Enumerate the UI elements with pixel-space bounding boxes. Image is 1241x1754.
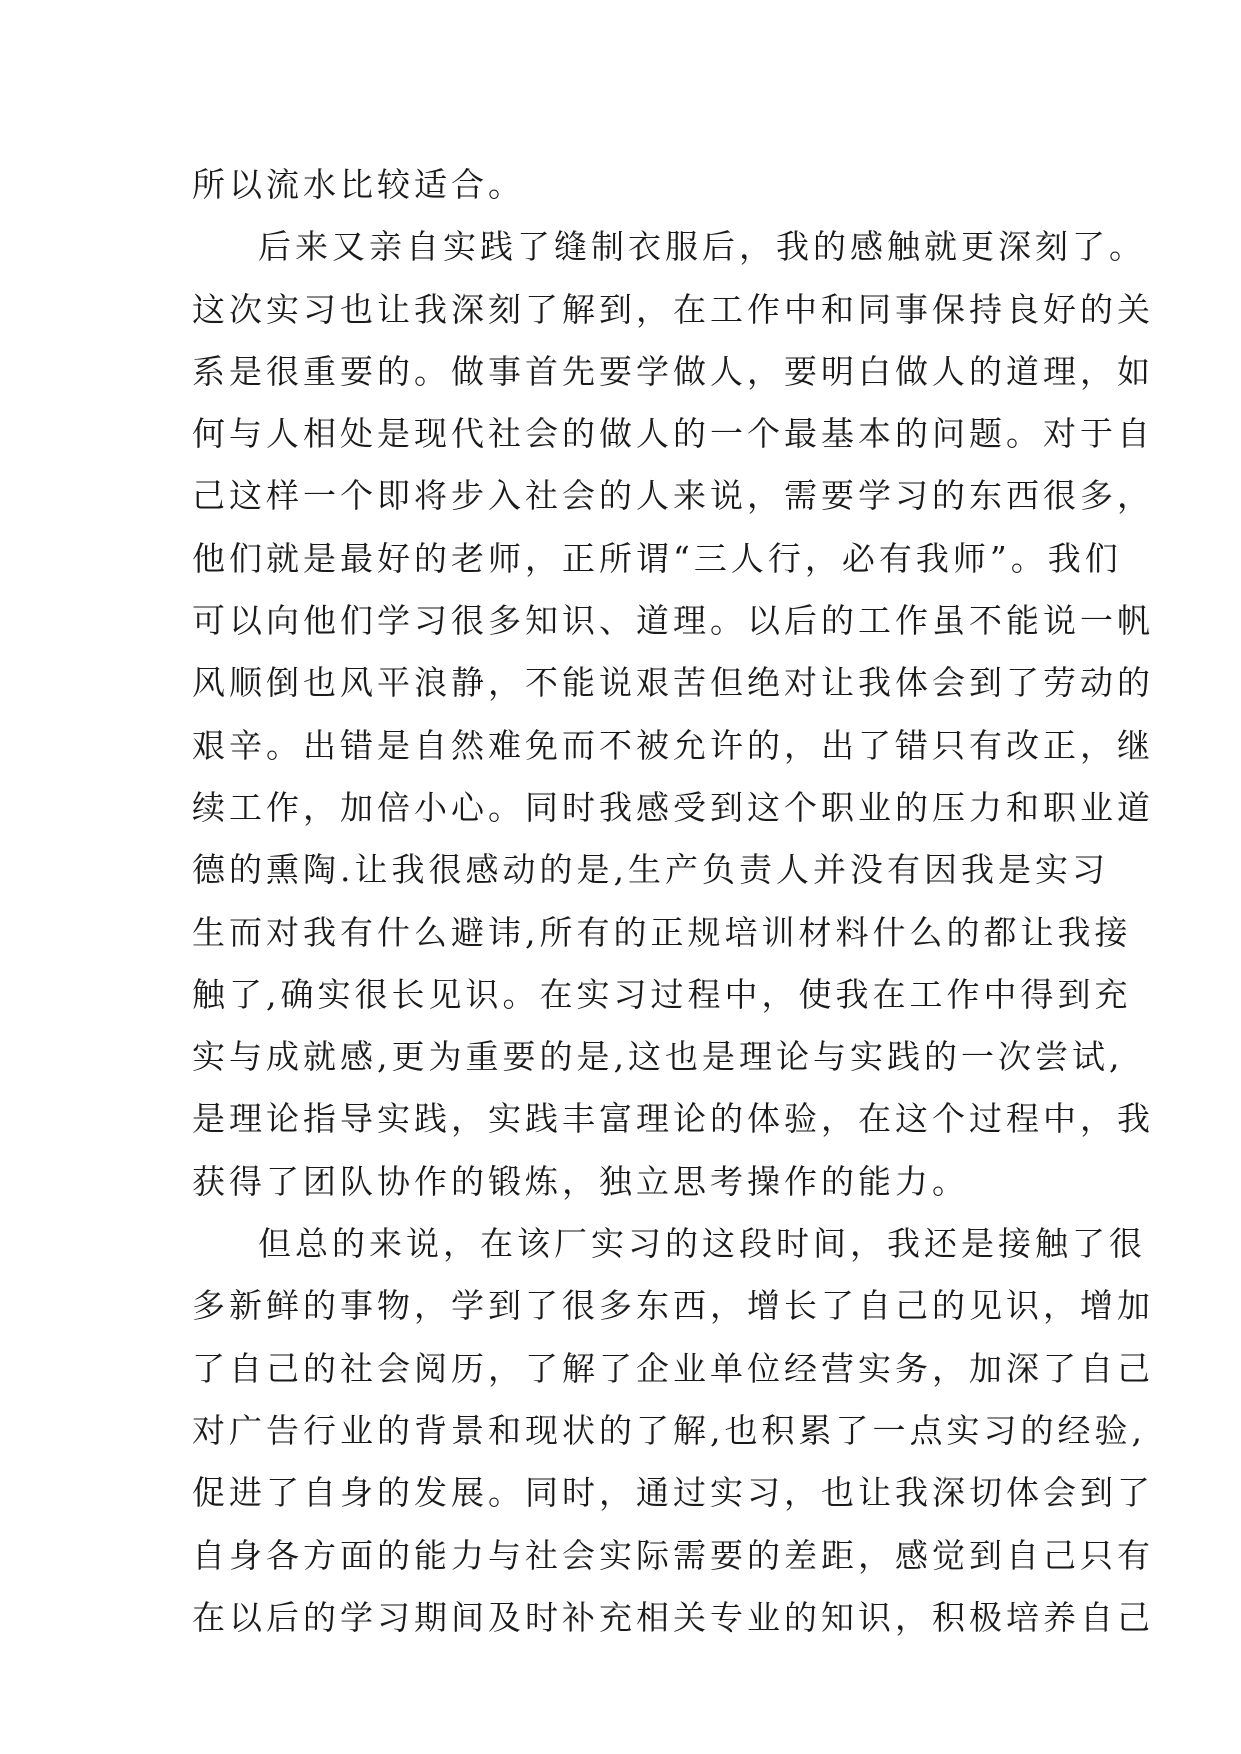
text-line: 德的熏陶.让我很感动的是,生产负责人并没有因我是实习 [192,850,1109,890]
text-line: 系是很重要的。做事首先要学做人，要明白做人的道理，如 [192,351,1154,391]
text-line: 风顺倒也风平浪静，不能说艰苦但绝对让我体会到了劳动的 [192,663,1154,703]
text-line: 促进了自身的发展。同时，通过实习，也让我深切体会到了 [192,1473,1154,1513]
text-line: 获得了团队协作的锻炼，独立思考操作的能力。 [192,1161,969,1201]
text-line: 续工作，加倍小心。同时我感受到这个职业的压力和职业道 [192,787,1154,827]
text-line: 何与人相处是现代社会的做人的一个最基本的问题。对于自 [192,414,1154,454]
text-line: 生而对我有什么避讳,所有的正规培训材料什么的都让我接 [192,912,1132,952]
text-line: 所以流水比较适合。 [192,165,525,204]
text-line: 了自己的社会阅历，了解了企业单位经营实务，加深了自己 [192,1348,1154,1388]
text-line: 自身各方面的能力与社会实际需要的差距，感觉到自己只有 [192,1535,1154,1575]
text-line: 可以向他们学习很多知识、道理。以后的工作虽不能说一帆 [192,601,1154,641]
paragraph-start-line: 但总的来说，在该厂实习的这段时间，我还是接触了很 [258,1224,1146,1264]
text-line: 在以后的学习期间及时补充相关专业的知识，积极培养自己 [192,1597,1154,1637]
text-line: 艰辛。出错是自然难免而不被允许的，出了错只有改正，继 [192,725,1154,765]
body-text [192,154,1154,1649]
text-line: 己这样一个即将步入社会的人来说，需要学习的东西很多， [192,476,1154,516]
text-line: 这次实习也让我深刻了解到，在工作中和同事保持良好的关 [192,289,1154,329]
text-line: 对广告行业的背景和现状的了解,也积累了一点实习的经验, [192,1410,1146,1450]
paragraph-start-line: 后来又亲自实践了缝制衣服后，我的感触就更深刻了。 [258,227,1146,267]
text-line: 多新鲜的事物，学到了很多东西，增长了自己的见识，增加 [192,1286,1154,1326]
text-line: 是理论指导实践，实践丰富理论的体验，在这个过程中，我 [192,1099,1154,1139]
text-line: 实与成就感,更为重要的是,这也是理论与实践的一次尝试, [192,1037,1124,1077]
text-line: 他们就是最好的老师，正所谓“三人行，必有我师”。我们 [192,538,1122,578]
text-line: 触了,确实很长见识。在实习过程中，使我在工作中得到充 [192,974,1132,1014]
